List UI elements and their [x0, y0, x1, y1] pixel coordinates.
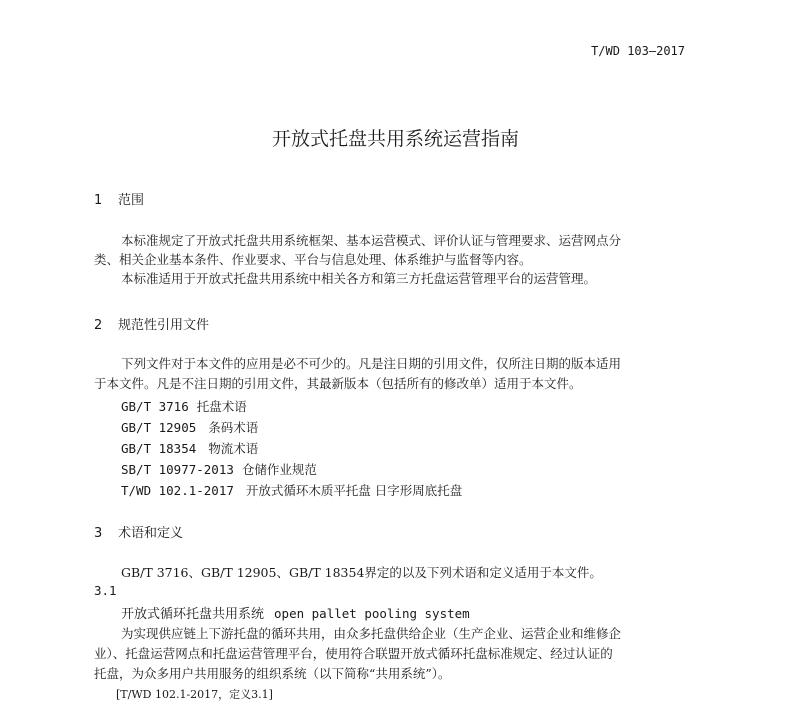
- term-number: 3.1: [94, 583, 117, 598]
- term-definition-line-2: 业）、托盘运营网点和托盘运营管理平台，使用符合联盟开放式循环托盘标准规定、经过认证的: [94, 646, 613, 661]
- reference-code: SB/T 10977-2013: [121, 462, 234, 477]
- reference-name: 仓储作业规范: [241, 462, 317, 477]
- term-source: [T/WD 102.1-2017，定义3.1]: [116, 688, 273, 701]
- reference-item: [121, 397, 247, 415]
- term-definition-line-1: 为实现供应链上下游托盘的循环共用，由众多托盘供给企业（生产企业、运营企业和维修企: [121, 626, 622, 641]
- normative-intro-line-1: 下列文件对于本文件的应用是必不可少的。凡是注日期的引用文件，仅所注日期的版本适用: [121, 356, 622, 371]
- reference-code: GB/T 12905: [121, 420, 197, 435]
- reference-name: 条码术语: [208, 420, 259, 435]
- section-number: 1: [94, 193, 103, 208]
- section-heading-scope: [94, 189, 144, 208]
- section-number: 3: [94, 526, 103, 541]
- scope-paragraph-1-line-2: 类、相关企业基本条件、作业要求、平台与信息处理、体系维护与监督等内容。: [94, 252, 532, 267]
- term-english: open pallet pooling system: [274, 606, 470, 621]
- section-heading-terms: [94, 522, 183, 541]
- terms-intro: GB/T 3716、GB/T 12905、GB/T 18354界定的以及下列术语和定义适用于本文件。: [121, 565, 602, 580]
- scope-paragraph-1-line-1: 本标准规定了开放式托盘共用系统框架、基本运营模式、评价认证与管理要求、运营网点分: [121, 233, 622, 248]
- section-heading-normative-references: [94, 314, 209, 333]
- reference-name: 开放式循环木质平托盘 日字形周底托盘: [245, 483, 463, 498]
- document-number: T/WD 103—2017: [591, 44, 685, 58]
- scope-paragraph-2: 本标准适用于开放式托盘共用系统中相关各方和第三方托盘运营管理平台的运营管理。: [121, 271, 597, 286]
- document-title: 开放式托盘共用系统运营指南: [271, 128, 519, 150]
- reference-item: [121, 481, 462, 499]
- reference-item: [121, 418, 258, 436]
- section-title: 规范性引用文件: [118, 318, 210, 333]
- section-title: 范围: [118, 193, 145, 208]
- reference-code: T/WD 102.1-2017: [121, 483, 234, 498]
- term-definition-line-3: 托盘，为众多用户共用服务的组织系统（以下简称“共用系统”）。: [94, 666, 451, 681]
- section-title: 术语和定义: [118, 526, 184, 541]
- reference-item: [121, 460, 317, 478]
- term-heading: [121, 603, 470, 622]
- reference-name: 物流术语: [208, 441, 259, 456]
- reference-name: 托盘术语: [196, 399, 247, 414]
- reference-item: [121, 439, 258, 457]
- section-number: 2: [94, 318, 103, 333]
- reference-code: GB/T 3716: [121, 399, 189, 414]
- term-chinese: 开放式循环托盘共用系统: [121, 607, 265, 622]
- normative-intro-line-2: 于本文件。凡是不注日期的引用文件，其最新版本（包括所有的修改单）适用于本文件。: [94, 376, 582, 391]
- reference-code: GB/T 18354: [121, 441, 197, 456]
